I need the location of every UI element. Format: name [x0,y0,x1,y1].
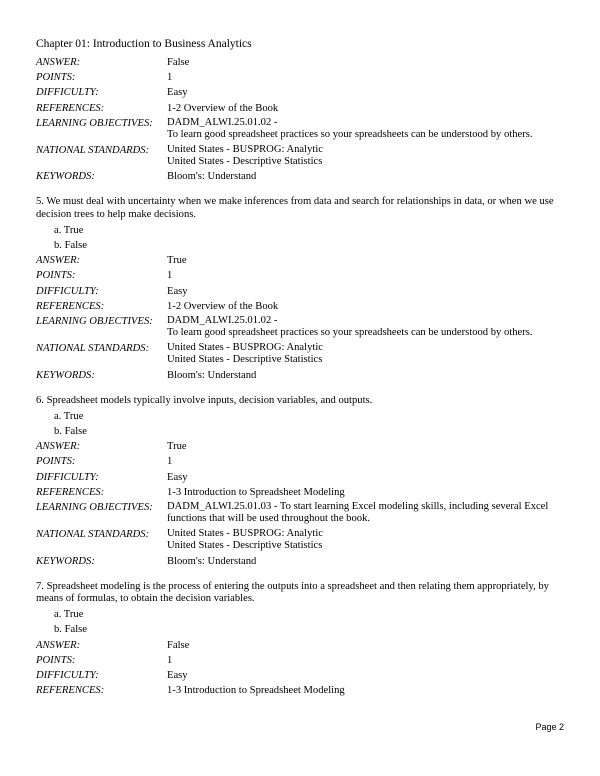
national-standard-2: United States - Descriptive Statistics [167,155,323,167]
points-value: 1 [167,72,173,84]
learning-objective-text: DADM_ALWI.25.01.03 - To start learning Excel modeling skills, including several Excel functions that will be used throughout the book. [167,501,549,525]
answer-label: ANSWER: [36,57,81,68]
keywords-label: KEYWORDS: [36,369,95,381]
answer-label: ANSWER: [36,255,81,267]
keywords-label: KEYWORDS: [36,171,95,183]
answer-value: True [167,255,187,267]
keywords-row [36,555,566,568]
answer-label: ANSWER: [36,441,81,453]
answer-label: ANSWER: [36,639,81,651]
choice-b: b. False [54,240,87,252]
learning-objectives-label: LEARNING OBJECTIVES: [36,316,153,328]
answer-row [36,56,566,69]
difficulty-label: DIFFICULTY: [36,669,99,681]
national-standard-2: United States - Descriptive Statistics [167,540,323,552]
answer-row [36,639,566,652]
national-standard-1: United States - BUSPROG: Analytic [167,527,323,539]
question-5 [36,196,566,381]
choice-a: a. True [54,410,84,422]
learning-objectives-row [36,117,566,142]
difficulty-row [36,86,566,99]
national-standards-row [36,342,566,367]
question-text: 7. Spreadsheet modeling is the process of entering the outputs into a spreadsheet and then relating them appropriately, by means of formulas, to obtain the decision variables. [36,580,549,604]
answer-row [36,254,566,267]
learning-objective-code: DADM_ALWI.25.01.02 - [167,116,278,128]
difficulty-value: Easy [167,669,188,681]
points-row [36,269,566,282]
learning-objective-text: To learn good spreadsheet practices so your spreadsheets can be understood by others. [167,327,533,339]
national-standard-1: United States - BUSPROG: Analytic [167,341,323,353]
answer-row [36,440,566,453]
points-label: POINTS: [36,654,76,666]
national-standards-row [36,144,566,169]
answer-value: True [167,441,187,453]
difficulty-row [36,471,566,484]
keywords-row [36,369,566,382]
learning-objectives-value [167,501,566,526]
question-list [36,56,566,699]
references-label: REFERENCES: [36,102,105,114]
national-standard-2: United States - Descriptive Statistics [167,354,323,366]
keywords-value: Bloom's: Understand [167,171,257,183]
difficulty-value: Easy [167,285,188,297]
references-value: 1-2 Overview of the Book [167,102,279,114]
references-label: REFERENCES: [36,685,105,697]
points-value: 1 [167,456,173,468]
points-label: POINTS: [36,456,76,468]
national-standard-1: United States - BUSPROG: Analytic [167,143,323,155]
keywords-value: Bloom's: Understand [167,369,257,381]
learning-objectives-value [167,117,566,142]
question-6 [36,395,566,568]
difficulty-label: DIFFICULTY: [36,471,99,483]
answer-value: False [167,639,190,651]
keywords-value: Bloom's: Understand [167,555,257,567]
learning-objective-code: DADM_ALWI.25.01.02 - [167,315,278,327]
national-standards-value [167,528,566,553]
national-standards-label: NATIONAL STANDARDS: [36,144,150,156]
learning-objectives-row [36,315,566,340]
references-value: 1-3 Introduction to Spreadsheet Modeling [167,685,345,697]
answer-value: False [167,57,190,68]
question-7 [36,581,566,698]
keywords-row [36,170,566,183]
references-row [36,684,566,697]
points-label: POINTS: [36,270,76,282]
national-standards-value [167,342,566,367]
references-label: REFERENCES: [36,486,105,498]
points-label: POINTS: [36,72,76,84]
difficulty-row [36,669,566,682]
learning-objective-text: To learn good spreadsheet practices so your spreadsheets can be understood by others. [167,129,533,141]
question-text: 6. Spreadsheet models typically involve inputs, decision variables, and outputs. [36,394,373,406]
references-row [36,102,566,115]
choice-b: b. False [54,624,87,636]
keywords-label: KEYWORDS: [36,555,95,567]
difficulty-value: Easy [167,471,188,483]
learning-objectives-row [36,501,566,526]
references-label: REFERENCES: [36,300,105,312]
national-standards-label: NATIONAL STANDARDS: [36,528,150,540]
choice-b: b. False [54,426,87,438]
points-row [36,654,566,667]
difficulty-label: DIFFICULTY: [36,87,99,99]
references-row [36,486,566,499]
question-text: 5. We must deal with uncertainty when we make inferences from data and search for relationships in data, or when we use decision trees to help make decisions. [36,196,554,220]
learning-objectives-label: LEARNING OBJECTIVES: [36,117,153,129]
learning-objectives-label: LEARNING OBJECTIVES: [36,502,153,514]
points-row [36,455,566,468]
national-standards-row [36,528,566,553]
choice-a: a. True [54,609,84,621]
chapter-title: Chapter 01: Introduction to Business Analytics [36,38,252,50]
choice-a: a. True [54,224,84,236]
references-value: 1-2 Overview of the Book [167,300,279,312]
references-row [36,300,566,313]
national-standards-label: NATIONAL STANDARDS: [36,342,150,354]
question-4-metadata [36,56,566,183]
references-value: 1-3 Introduction to Spreadsheet Modeling [167,486,345,498]
learning-objectives-value [167,315,566,340]
difficulty-row [36,285,566,298]
page-number: Page 2 [535,722,564,732]
difficulty-label: DIFFICULTY: [36,285,99,297]
points-value: 1 [167,270,173,282]
points-value: 1 [167,654,173,666]
points-row [36,71,566,84]
national-standards-value [167,144,566,169]
difficulty-value: Easy [167,87,188,99]
